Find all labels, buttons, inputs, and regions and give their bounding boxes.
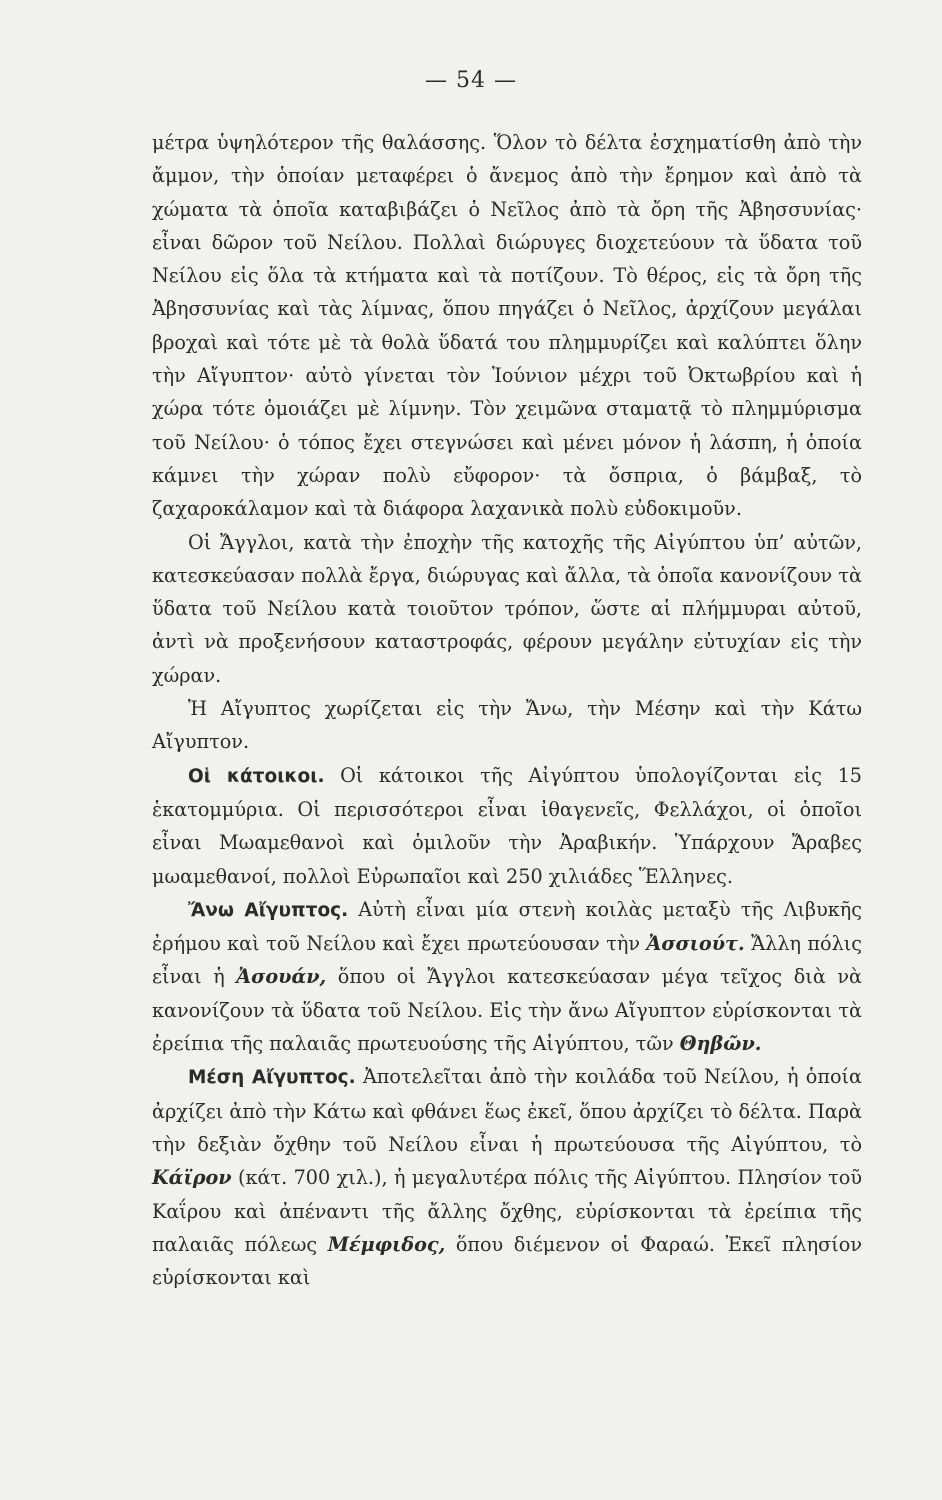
city-cairo: Κάϊρον [152, 1166, 232, 1190]
upper-egypt-text-1: Αὐτὴ εἶναι μία στενὴ κοιλὰς μεταξὺ τῆς Λιβυκῆς ἐρήμου καὶ τοῦ Νείλου καὶ ἔχει πρωτεύουσαν τὴν [152, 897, 862, 956]
page-number: — 54 — [425, 68, 517, 93]
city-asyut: Ἀσσιούτ. [646, 932, 745, 956]
paragraph-english-works: Οἱ Ἄγγλοι, κατὰ τὴν ἐποχὴν τῆς κατοχῆς τῆς Αἰγύπτου ὑπ’ αὐτῶν, κατεσκεύασαν πολλὰ ἔργα, διώρυγας καὶ ἄλλα, τὰ ὁποῖα κανονίζουν τὰ ὕδατα τοῦ Νείλου κατὰ τοιοῦτον τρόπον, ὥστε αἱ πλήμμυραι αὐτοῦ, ἀντὶ νὰ προξενήσουν καταστροφάς, φέρουν μεγάλην εὐτυχίαν εἰς τὴν χώραν. [152, 530, 862, 687]
upper-egypt-text-2: Ἄλλη πόλις εἶναι ἡ [152, 932, 862, 989]
city-memphis: Μέμφιδος, [327, 1232, 446, 1256]
section-heading-inhabitants: Οἱ κάτοικοι. [188, 765, 325, 787]
city-thebes: Θηβῶν. [679, 1032, 762, 1056]
paragraph-middle-egypt [152, 1060, 862, 1294]
section-heading-upper-egypt: Ἄνω Αἴγυπτος. [188, 899, 349, 921]
middle-egypt-text-2: (κάτ. 700 χιλ.), ἡ μεγαλυτέρα πόλις τῆς Αἰγύπτου. Πλησίον τοῦ Καΐρου καὶ ἀπέναντι τῆς ἄλλης ὄχθης, εὑρίσκονται τὰ ἐρείπια τῆς παλαιᾶς πόλεως [152, 1166, 862, 1256]
paragraph-delta: μέτρα ὑψηλότερον τῆς θαλάσσης. Ὅλον τὸ δέλτα ἐσχηματίσθη ἀπὸ τὴν ἄμμον, τὴν ὁποίαν μεταφέρει ὁ ἄνεμος ἀπὸ τὴν ἔρημον καὶ ἀπὸ τὰ χώματα τὰ ὁποῖα καταβιβάζει ὁ Νεῖλος ἀπὸ τὰ ὄρη τῆς Ἀβησσυνίας· εἶναι δῶρον τοῦ Νείλου. Πολλαὶ διώρυγες διοχετεύουν τὰ ὕδατα τοῦ Νείλου εἰς ὅλα τὰ κτήματα καὶ τὰ ποτίζουν. Τὸ θέρος, εἰς τὰ ὄρη τῆς Ἀβησσυνίας καὶ τὰς λίμνας, ὅπου πηγάζει ὁ Νεῖλος, ἀρχίζουν μεγάλαι βροχαὶ καὶ τότε μὲ τὰ θολὰ ὕδατά του πλημμυρίζει καὶ καλύπτει ὅλην τὴν Αἴγυπτον· αὐτὸ γίνεται τὸν Ἰούνιον μέχρι τοῦ Ὀκτωβρίου καὶ ἡ χώρα τότε ὁμοιάζει μὲ λίμνην. Τὸν χειμῶνα σταματᾷ τὸ πλημμύρισμα τοῦ Νείλου· ὁ τόπος ἔχει στεγνώσει καὶ μένει μόνον ἡ λάσπη, ἡ ὁποία κάμνει τὴν χώραν πολὺ εὔφορον· τὰ ὄσπρια, ὁ βάμβαξ, τὸ ζαχαροκάλαμον καὶ τὰ διάφορα λαχανικὰ πολὺ εὐδοκιμοῦν. [152, 131, 862, 521]
paragraph-upper-egypt [152, 893, 862, 1060]
body-text [152, 126, 862, 1294]
upper-egypt-text-3: ὅπου οἱ Ἄγγλοι κατεσκεύασαν μέγα τεῖχος διὰ νὰ κανονίζουν τὰ ὕδατα τοῦ Νείλου. Εἰς τὴν ἄνω Αἴγυπτον εὑρίσκονται τὰ ἐρείπια τῆς παλαιᾶς πρωτευούσης τῆς Αἰγύπτου, τῶν [152, 965, 862, 1056]
inhabitants-text: Οἱ κάτοικοι τῆς Αἰγύπτου ὑπολογίζονται εἰς 15 ἑκατομμύρια. Οἱ περισσότεροι εἶναι ἰθαγενεῖς, Φελλάχοι, οἱ ὁποῖοι εἶναι Μωαμεθανοὶ καὶ ὁμιλοῦν τὴν Ἀραβικήν. Ὑπάρχουν Ἄραβες μωαμεθανοί, πολλοὶ Εὐρωπαῖοι καὶ 250 χιλιάδες Ἕλληνες. [152, 763, 863, 888]
middle-egypt-text-1: Ἀποτελεῖται ἀπὸ τὴν κοιλάδα τοῦ Νείλου, ἡ ὁποία ἀρχίζει ἀπὸ τὴν Κάτω καὶ φθάνει ἕως ἐκεῖ, ὅπου ἀρχίζει τὸ δέλτα. Παρὰ τὴν δεξιὰν ὄχθην τοῦ Νείλου εἶναι ἡ πρωτεύουσα τῆς Αἰγύπτου, τὸ [152, 1065, 862, 1156]
city-aswan: Ἀσουάν, [236, 965, 327, 989]
section-heading-middle-egypt: Μέση Αἴγυπτος. [188, 1067, 356, 1089]
paragraph-divisions: Ἡ Αἴγυπτος χωρίζεται εἰς τὴν Ἄνω, τὴν Μέσην καὶ τὴν Κάτω Αἴγυπτον. [152, 697, 862, 754]
paragraph-inhabitants [152, 759, 862, 893]
middle-egypt-text-3: ὅπου διέμενον οἱ Φαραώ. Ἐκεῖ πλησίον εὑρίσκονται καὶ [152, 1232, 862, 1290]
